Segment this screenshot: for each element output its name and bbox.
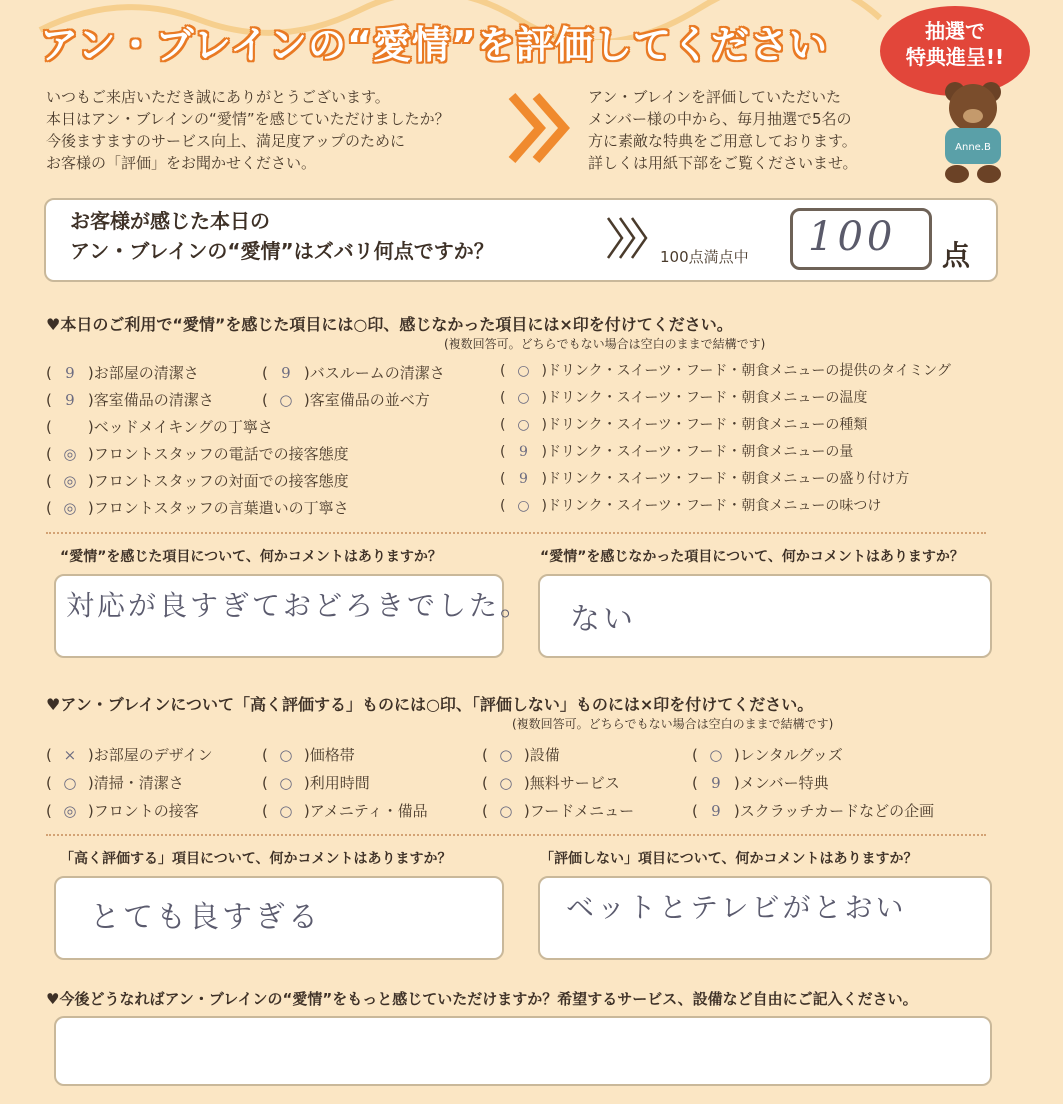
item-label: ドリンク・スイーツ・フード・朝食メニューの種類 — [546, 417, 868, 433]
answer-mark: ○ — [279, 746, 293, 764]
rating-item[interactable]: ( ○ )価格帯 — [262, 746, 355, 764]
item-label: ドリンク・スイーツ・フード・朝食メニューの味つけ — [546, 498, 882, 514]
item-label: フロントの接客 — [93, 802, 199, 820]
checklist-item[interactable]: ( ◎ )フロントスタッフの言葉遣いの丁寧さ — [46, 499, 349, 517]
checklist-item[interactable]: ( ○ )ドリンク・スイーツ・フード・朝食メニューの温度 — [500, 390, 868, 406]
answer-mark: ○ — [517, 390, 530, 406]
section2-col2 — [262, 744, 428, 828]
item-label: フロントスタッフの対面での接客態度 — [93, 472, 349, 490]
answer-mark: ○ — [499, 774, 513, 792]
rating-item[interactable]: ( ○ )フードメニュー — [482, 802, 635, 820]
bear-label: Anne.B — [955, 142, 991, 153]
item-label: ベッドメイキングの丁寧さ — [93, 418, 273, 436]
item-label: 客室備品の清潔さ — [93, 391, 214, 409]
item-label: フロントスタッフの電話での接客態度 — [93, 445, 349, 463]
answer-mark: 9 — [519, 444, 528, 460]
checklist-item[interactable]: ( ○ )客室備品の並べ方 — [262, 391, 430, 409]
answer-mark: ○ — [499, 746, 513, 764]
answer-mark: 9 — [65, 364, 75, 382]
chevron-right-icon — [506, 88, 586, 168]
checklist-item[interactable]: ( 9 )バスルームの清潔さ — [262, 364, 445, 382]
item-label: フロントスタッフの言葉遣いの丁寧さ — [93, 499, 349, 517]
comment-good-text: とても良すぎる — [90, 900, 321, 935]
answer-mark: 9 — [711, 774, 721, 792]
intro-right-line: アン・ブレインを評価していただいた — [588, 88, 842, 106]
section2-note: (複数回答可。どちらでもない場合は空白のままで結構です) — [512, 717, 834, 731]
answer-mark: ○ — [517, 498, 530, 514]
section2-col4 — [692, 744, 934, 828]
item-label: 無料サービス — [529, 774, 620, 792]
item-label: 価格帯 — [309, 746, 355, 764]
score-max-label: 100点満点中 — [660, 248, 749, 266]
answer-mark: 9 — [65, 391, 75, 409]
answer-mark: ○ — [709, 746, 723, 764]
item-label: ドリンク・スイーツ・フード・朝食メニューの量 — [546, 444, 854, 460]
answer-mark: × — [63, 746, 77, 764]
rating-item[interactable]: ( 9 )スクラッチカードなどの企画 — [692, 802, 935, 820]
comment-good-label: 「高く評価する」項目について、何かコメントはありますか？ — [60, 851, 452, 867]
intro-left-line: お客様の「評価」をお聞かせください。 — [46, 154, 317, 172]
intro-right-line: 詳しくは用紙下部をご覧くださいませ。 — [588, 154, 858, 172]
item-label: お部屋の清潔さ — [93, 364, 199, 382]
rating-item[interactable]: ( ○ )レンタルグッズ — [692, 746, 843, 764]
score-unit: 点 — [942, 239, 971, 272]
rating-item[interactable]: ( ○ )利用時間 — [262, 774, 370, 792]
item-label: 清掃・清潔さ — [93, 774, 184, 792]
intro-left-line: 今後ますますのサービス向上、満足度アップのために — [46, 132, 405, 150]
intro-right — [588, 86, 908, 174]
item-label: ドリンク・スイーツ・フード・朝食メニューの提供のタイミング — [546, 363, 951, 379]
checklist-item[interactable]: ( 9 )ドリンク・スイーツ・フード・朝食メニューの量 — [500, 444, 854, 460]
section1-col3 — [500, 360, 951, 522]
chevron-right-icon — [604, 214, 648, 262]
answer-mark: 9 — [519, 471, 528, 487]
comment-bad-text: ない — [570, 602, 636, 637]
comment-bad-label: 「評価しない」項目について、何かコメントはありますか？ — [540, 851, 918, 867]
free-comment-field[interactable] — [54, 1016, 992, 1086]
rating-item[interactable]: ( ◎ )フロントの接客 — [46, 802, 199, 820]
answer-mark: ○ — [517, 417, 530, 433]
answer-mark: ◎ — [63, 472, 77, 490]
item-label: バスルームの清潔さ — [309, 364, 445, 382]
checklist-item[interactable]: ( 9 )ドリンク・スイーツ・フード・朝食メニューの盛り付け方 — [500, 471, 910, 487]
item-label: フードメニュー — [529, 802, 635, 820]
intro-right-line: メンバー様の中から、毎月抽選で5名の — [588, 110, 852, 128]
rating-item[interactable]: ( 9 )メンバー特典 — [692, 774, 829, 792]
teddy-bear-icon — [925, 78, 1021, 188]
item-label: ドリンク・スイーツ・フード・朝食メニューの温度 — [546, 390, 868, 406]
checklist-item[interactable]: ( ◎ )フロントスタッフの対面での接客態度 — [46, 472, 349, 490]
item-label: アメニティ・備品 — [309, 802, 428, 820]
rating-item[interactable]: ( ○ )設備 — [482, 746, 560, 764]
rating-item[interactable]: ( ○ )アメニティ・備品 — [262, 802, 428, 820]
section1-note: (複数回答可。どちらでもない場合は空白のままで結構です) — [444, 337, 766, 351]
intro-left-line: 本日はアン・ブレインの“愛情”を感じていただけましたか？ — [46, 110, 450, 128]
score-value: 100 — [808, 214, 897, 260]
answer-mark: 9 — [281, 364, 291, 382]
rating-item[interactable]: ( × )お部屋のデザイン — [46, 746, 213, 764]
section2-heading: ♥アン・ブレインについて「高く評価する」ものには○印、「評価しない」ものには×印を付けてください。 — [46, 695, 814, 714]
intro-right-line: 方に素敵な特典をご用意しております。 — [588, 132, 857, 150]
item-label: 客室備品の並べ方 — [309, 391, 430, 409]
answer-mark: ○ — [279, 774, 293, 792]
checklist-item[interactable]: ( ○ )ドリンク・スイーツ・フード・朝食メニューの味つけ — [500, 498, 882, 514]
answer-mark: ○ — [499, 802, 513, 820]
checklist-item[interactable]: ( 9 )客室備品の清潔さ — [46, 391, 214, 409]
item-label: 利用時間 — [309, 774, 370, 792]
item-label: お部屋のデザイン — [93, 746, 213, 764]
answer-mark: ◎ — [63, 445, 77, 463]
intro-left — [46, 86, 516, 174]
comment-bad-label: “愛情”を感じなかった項目について、何かコメントはありますか？ — [540, 549, 964, 565]
answer-mark: ○ — [279, 802, 293, 820]
section3-heading: ♥今後どうなればアン・ブレインの“愛情”をもっと感じていただけますか？希望するサービス、設備など自由にご記入ください。 — [46, 990, 918, 1008]
rating-item[interactable]: ( ○ )無料サービス — [482, 774, 620, 792]
section1-heading: ♥本日のご利用で“愛情”を感じた項目には○印、感じなかった項目には×印を付けてください。 — [46, 315, 733, 334]
badge-line-2: 特典進呈!! — [905, 45, 1005, 69]
divider — [46, 834, 986, 836]
comment-bad-text: ベットとテレビがとおい — [566, 891, 907, 924]
badge-line-1: 抽選で — [925, 19, 985, 43]
answer-mark: ◎ — [63, 802, 77, 820]
checklist-item[interactable]: ( 9 )お部屋の清潔さ — [46, 364, 199, 382]
intro-left-line: いつもご来店いただき誠にありがとうございます。 — [46, 88, 390, 106]
score-question — [70, 206, 494, 266]
score-question-line: アン・ブレインの“愛情”はズバリ何点ですか？ — [70, 239, 494, 263]
comment-good-text: 対応が良すぎておどろきでした。 — [66, 589, 532, 622]
item-label: スクラッチカードなどの企画 — [739, 802, 935, 820]
page-title: アン・ブレインの“愛情”を評価してください — [40, 23, 829, 67]
item-label: レンタルグッズ — [739, 746, 843, 764]
section1-col2 — [262, 362, 445, 416]
answer-mark: ○ — [63, 774, 77, 792]
item-label: ドリンク・スイーツ・フード・朝食メニューの盛り付け方 — [546, 471, 910, 487]
checklist-item[interactable]: ( ○ )ドリンク・スイーツ・フード・朝食メニューの提供のタイミング — [500, 363, 951, 379]
rating-item[interactable]: ( ○ )清掃・清潔さ — [46, 774, 184, 792]
answer-mark: ○ — [517, 363, 530, 379]
item-label: メンバー特典 — [739, 774, 829, 792]
checklist-item[interactable]: ( ○ )ドリンク・スイーツ・フード・朝食メニューの種類 — [500, 417, 868, 433]
answer-mark: ○ — [279, 391, 293, 409]
section2-col3 — [482, 744, 634, 828]
checklist-item[interactable]: ( )ベッドメイキングの丁寧さ — [46, 418, 273, 436]
item-label: 設備 — [529, 746, 560, 764]
answer-mark: ◎ — [63, 499, 77, 517]
section2-col1 — [46, 744, 213, 828]
answer-mark: 9 — [711, 802, 721, 820]
divider — [46, 532, 986, 534]
score-question-line: お客様が感じた本日の — [70, 209, 270, 233]
comment-good-label: “愛情”を感じた項目について、何かコメントはありますか？ — [60, 549, 442, 565]
checklist-item[interactable]: ( ◎ )フロントスタッフの電話での接客態度 — [46, 445, 349, 463]
